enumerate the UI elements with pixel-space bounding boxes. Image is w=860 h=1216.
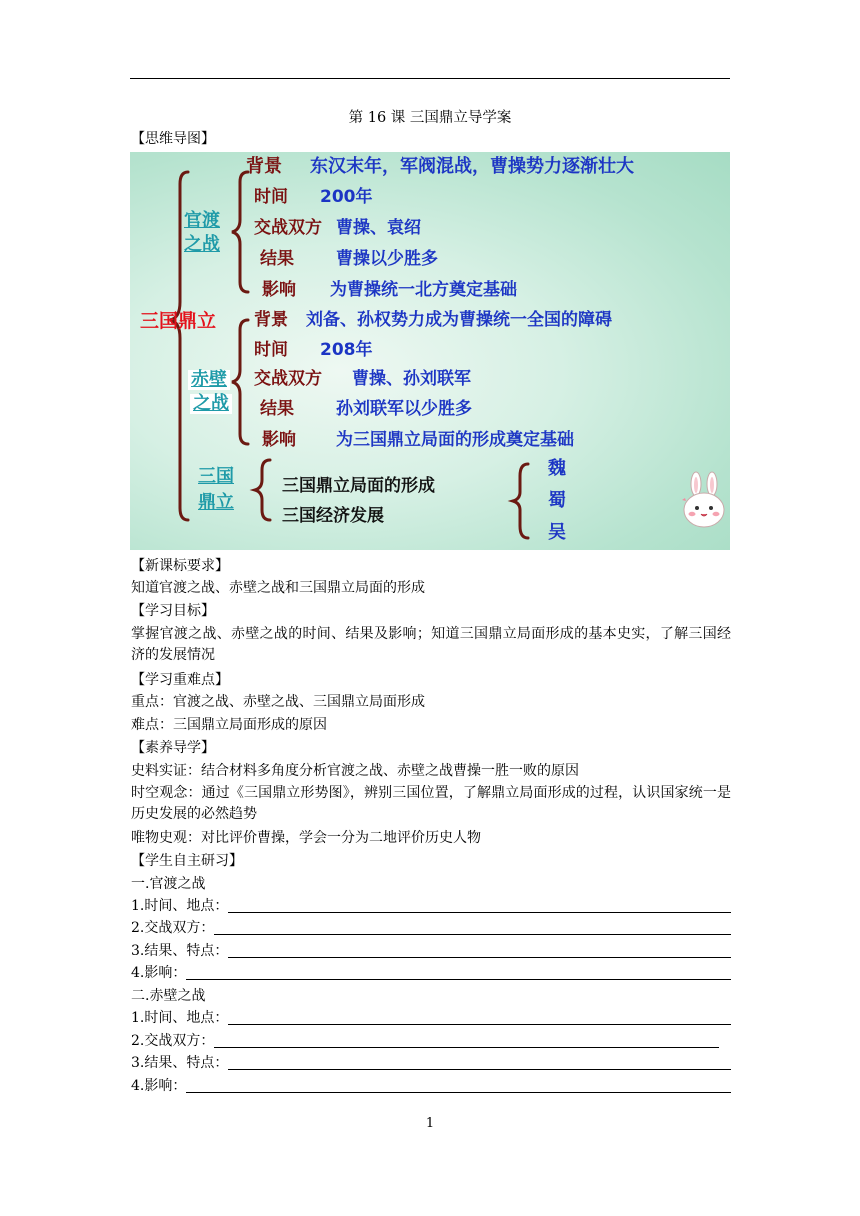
- literacy-materialism: 唯物史观：对比评价曹操，学会一分为二地评价历史人物: [131, 830, 481, 846]
- field-label: 3.结果、特点：: [131, 1055, 229, 1071]
- battle2-title-line1: 赤壁: [188, 370, 230, 390]
- battle1-impact-label: 影响: [262, 280, 296, 300]
- battle2-side-text: 曹操、孙刘联军: [352, 369, 471, 389]
- bunny-sticker-icon: [678, 470, 730, 530]
- section-mindmap-heading: 【思维导图】: [131, 131, 215, 147]
- battle1-result-text: 曹操以少胜多: [336, 249, 438, 269]
- battle1-title-line1: 官渡: [184, 210, 220, 231]
- part2-field-result: [131, 1053, 731, 1073]
- battle1-title-line2: 之战: [184, 234, 220, 255]
- part3-item2: 三国经济发展: [282, 506, 384, 526]
- battle2-time-text: 208年: [320, 340, 373, 360]
- field-label: 4.影响：: [131, 965, 187, 981]
- part1-title: 一.官渡之战: [131, 876, 206, 892]
- battle2-side-label: 交战双方: [254, 369, 322, 389]
- battle2-impact-label: 影响: [262, 430, 296, 450]
- answer-blank[interactable]: [228, 897, 731, 913]
- battle2-time-label: 时间: [254, 340, 288, 360]
- answer-blank[interactable]: [186, 964, 731, 980]
- field-label: 1.时间、地点：: [131, 898, 229, 914]
- answer-blank[interactable]: [228, 942, 731, 958]
- battle1-time-text: 200年: [320, 187, 373, 207]
- battle1-bg-label: 背景: [246, 156, 282, 177]
- section-standard-heading: 【新课标要求】: [131, 558, 229, 574]
- part3-item1: 三国鼎立局面的形成: [282, 476, 435, 496]
- battle2-result-text: 孙刘联军以少胜多: [336, 399, 472, 419]
- state-shu: 蜀: [548, 490, 566, 511]
- literacy-evidence: 史料实证：结合材料多角度分析官渡之战、赤壁之战曹操一胜一败的原因: [131, 763, 579, 779]
- section-literacy-heading: 【素养导学】: [131, 740, 215, 756]
- part2-field-time-place: [131, 1008, 731, 1028]
- battle1-time-label: 时间: [254, 187, 288, 207]
- part3-title-line1: 三国: [198, 466, 234, 487]
- battle1-result-label: 结果: [260, 249, 294, 269]
- answer-blank[interactable]: [228, 1054, 731, 1070]
- battle1-bg-text: 东汉末年，军阀混战，曹操势力逐渐壮大: [310, 156, 634, 177]
- battle1-side-label: 交战双方: [254, 218, 322, 238]
- field-label: 3.结果、特点：: [131, 943, 229, 959]
- part2-field-sides: [131, 1031, 719, 1051]
- standard-text: 知道官渡之战、赤壁之战和三国鼎立局面的形成: [131, 580, 425, 596]
- answer-blank[interactable]: [186, 1077, 731, 1093]
- battle2-title-line2: 之战: [190, 394, 232, 414]
- part1-field-sides: [131, 918, 731, 938]
- key-text: 重点：官渡之战、赤壁之战、三国鼎立局面形成: [131, 694, 425, 710]
- answer-blank[interactable]: [214, 1032, 719, 1048]
- section-keypoints-heading: 【学习重难点】: [131, 672, 229, 688]
- section-selfstudy-heading: 【学生自主研习】: [131, 853, 243, 869]
- part2-field-impact: [131, 1076, 731, 1096]
- difficulty-text: 难点：三国鼎立局面形成的原因: [131, 717, 327, 733]
- header-rule: [130, 78, 730, 79]
- battle2-result-label: 结果: [260, 399, 294, 419]
- part2-title: 二.赤壁之战: [131, 988, 206, 1004]
- part1-field-result: [131, 941, 731, 961]
- answer-blank[interactable]: [214, 919, 731, 935]
- page-number: 1: [425, 1116, 435, 1131]
- state-wei: 魏: [548, 458, 566, 479]
- mindmap-root: 三国鼎立: [140, 310, 217, 332]
- battle2-bg-label: 背景: [254, 310, 288, 330]
- goals-text: 掌握官渡之战、赤壁之战的时间、结果及影响；知道三国鼎立局面形成的基本史实，了解三国经济的发展情况: [131, 626, 731, 663]
- battle2-bg-text: 刘备、孙权势力成为曹操统一全国的障碍: [306, 310, 612, 330]
- field-label: 1.时间、地点：: [131, 1010, 229, 1026]
- battle1-impact-text: 为曹操统一北方奠定基础: [330, 280, 517, 300]
- mindmap-figure: [130, 152, 730, 550]
- literacy-spacetime: 时空观念：通过《三国鼎立形势图》，辨别三国位置，了解鼎立局面形成的过程，认识国家统一是历史发展的必然趋势: [131, 785, 731, 822]
- answer-blank[interactable]: [228, 1009, 731, 1025]
- field-label: 2.交战双方：: [131, 920, 215, 936]
- part1-field-impact: [131, 963, 731, 983]
- page-title: 第 16 课 三国鼎立导学案: [348, 110, 512, 126]
- state-wu: 吴: [548, 522, 566, 543]
- battle1-side-text: 曹操、袁绍: [336, 218, 421, 238]
- battle2-impact-text: 为三国鼎立局面的形成奠定基础: [336, 430, 574, 450]
- section-goals-heading: 【学习目标】: [131, 603, 215, 619]
- part1-field-time-place: [131, 896, 731, 916]
- field-label: 4.影响：: [131, 1078, 187, 1094]
- field-label: 2.交战双方：: [131, 1033, 215, 1049]
- part3-title-line2: 鼎立: [198, 492, 234, 513]
